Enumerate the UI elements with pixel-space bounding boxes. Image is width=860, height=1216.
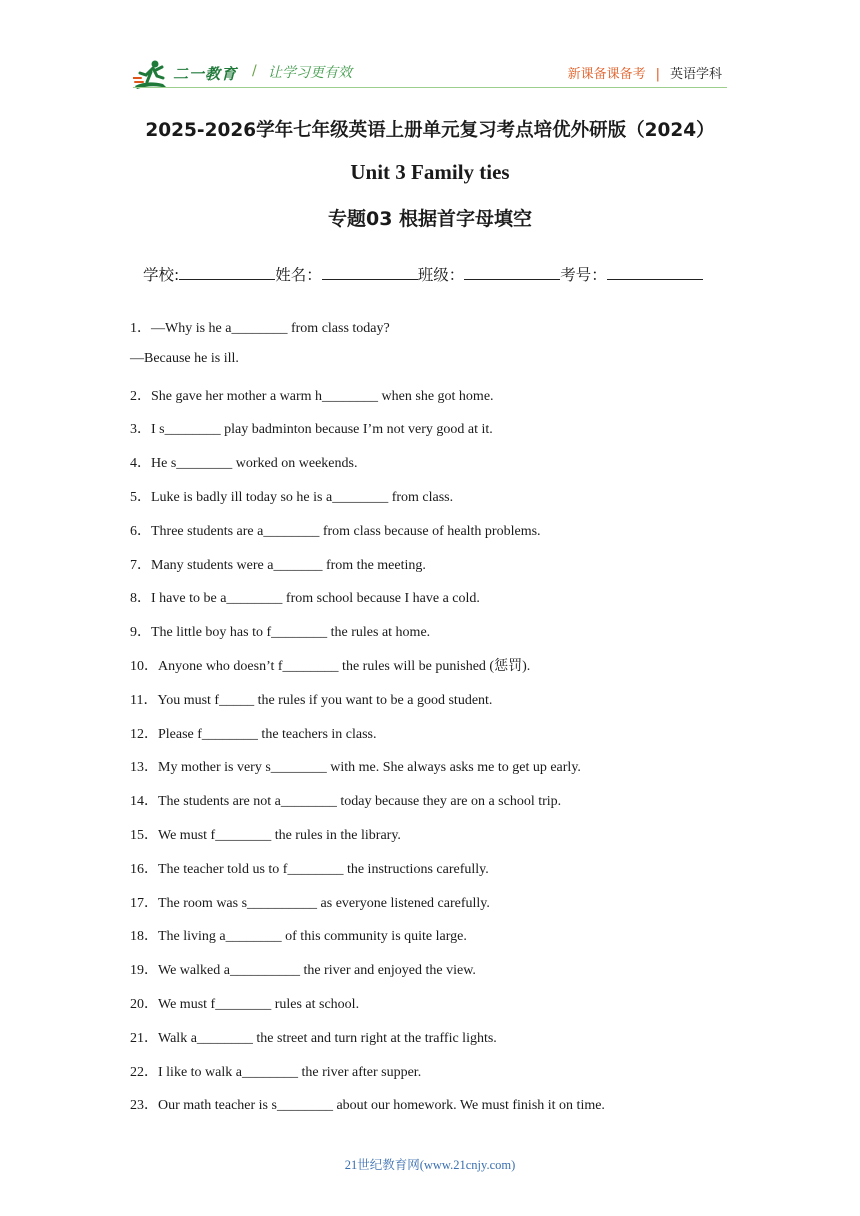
question-item: 20．We must f________ rules at school. (130, 997, 360, 1012)
question-item: 7．Many students were a_______ from the meeting. (130, 558, 426, 573)
student-info-line (143, 263, 703, 285)
question-item: 13．My mother is very s________ with me. She always asks me to get up early. (130, 760, 581, 775)
header-separator: | (655, 67, 660, 82)
runner-icon (133, 58, 173, 90)
header-course-label: 新课备课备考 (567, 67, 646, 82)
brand-logo (133, 58, 243, 90)
question-item: 6．Three students are a________ from class because of health problems. (130, 524, 541, 539)
question-item: 2．She gave her mother a warm h________ when she got home. (130, 389, 494, 404)
question-item: 4．He s________ worked on weekends. (130, 456, 358, 471)
question-item: 12．Please f________ the teachers in class. (130, 727, 377, 742)
question-item: 8．I have to be a________ from school because I have a cold. (130, 591, 480, 606)
class-blank[interactable] (464, 264, 560, 280)
question-item: —Because he is ill. (130, 351, 239, 366)
question-item: 9．The little boy has to f________ the rules at home. (130, 625, 431, 640)
exam-number-label: 考号： (560, 266, 607, 284)
footer-link[interactable]: 21世纪教育网(www.21cnjy.com) (344, 1158, 516, 1172)
slogan: 让学习更有效 (268, 65, 352, 81)
class-label: 班级： (417, 266, 465, 284)
unit-title: Unit 3 Family ties (350, 160, 510, 184)
question-item: 18．The living a________ of this community is quite large. (130, 929, 467, 944)
header-subject (568, 63, 722, 82)
question-item: 16．The teacher told us to f________ the instructions carefully. (130, 862, 489, 877)
header-divider (133, 87, 727, 88)
document-title: 2025-2026学年七年级英语上册单元复习考点培优外研版（2024） (145, 120, 715, 141)
exam-number-blank[interactable] (607, 264, 703, 280)
school-label: 学校: (143, 266, 180, 284)
question-item: 11．You must f_____ the rules if you want to be a good student. (130, 693, 493, 708)
header-subject-label: 英语学科 (669, 67, 722, 82)
question-item: 21．Walk a________ the street and turn right at the traffic lights. (130, 1031, 497, 1046)
topic-title: 专题03 根据首字母填空 (327, 208, 533, 230)
name-label: 姓名： (275, 266, 322, 284)
question-item: 1．—Why is he a________ from class today? (130, 321, 390, 336)
question-item: 5．Luke is badly ill today so he is a________ from class. (130, 490, 454, 505)
question-item: 23．Our math teacher is s________ about our homework. We must finish it on time. (130, 1098, 605, 1113)
page-header (0, 0, 860, 100)
name-blank[interactable] (322, 264, 418, 280)
question-item: 17．The room was s__________ as everyone listened carefully. (130, 896, 490, 911)
logo-text: 二一教育 (173, 65, 238, 83)
slogan-divider: / (252, 63, 257, 79)
school-blank[interactable] (179, 264, 275, 280)
question-item: 19．We walked a__________ the river and enjoyed the view. (130, 963, 476, 978)
question-item: 15．We must f________ the rules in the library. (130, 828, 401, 843)
question-item: 10．Anyone who doesn’t f________ the rules will be punished (惩罚). (130, 659, 531, 674)
question-item: 22．I like to walk a________ the river after supper. (130, 1065, 422, 1080)
question-item: 14．The students are not a________ today because they are on a school trip. (130, 794, 562, 809)
question-item: 3．I s________ play badminton because I’m not very good at it. (130, 422, 493, 437)
